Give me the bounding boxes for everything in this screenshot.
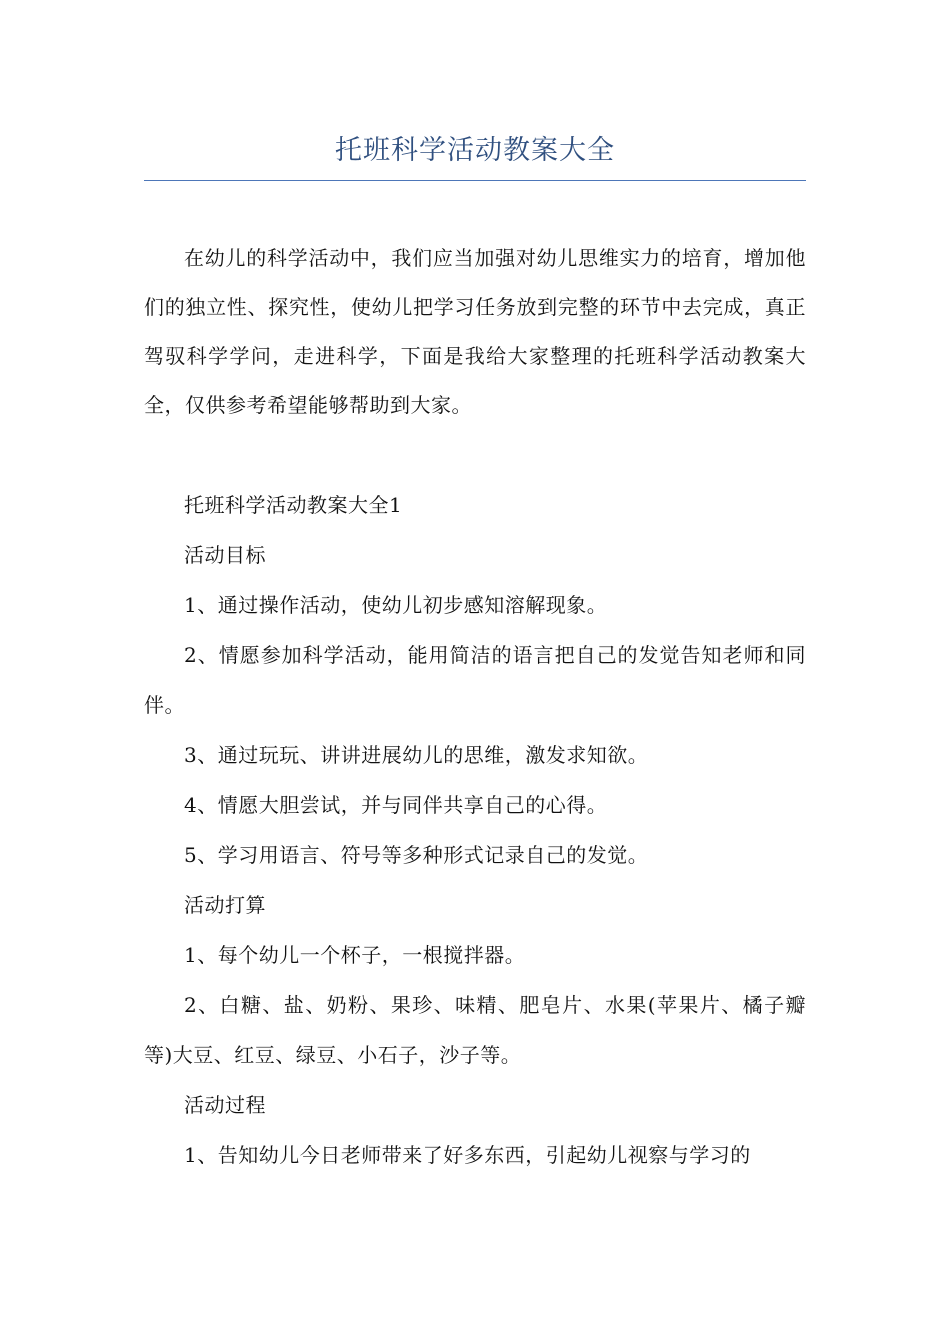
section-gap xyxy=(144,430,806,480)
goal-item-5: 5、学习用语言、符号等多种形式记录自己的发觉。 xyxy=(184,843,649,867)
subheading-goals: 活动目标 xyxy=(184,543,266,567)
subheading-preparation: 活动打算 xyxy=(184,893,266,917)
document-title: 托班科学活动教案大全 xyxy=(335,135,615,166)
process-item-1: 1、告知幼儿今日老师带来了好多东西，引起幼儿视察与学习的 xyxy=(184,1143,751,1167)
goal-item-1: 1、通过操作活动，使幼儿初步感知溶解现象。 xyxy=(184,593,608,617)
preparation-item-1: 1、每个幼儿一个杯子，一根搅拌器。 xyxy=(184,943,526,967)
section-heading: 托班科学活动教案大全1 xyxy=(184,493,403,517)
title-underline xyxy=(144,180,806,181)
intro-paragraph: 在幼儿的科学活动中，我们应当加强对幼儿思维实力的培育，增加他们的独立性、探究性，使幼儿把学习任务放到完整的环节中去完成，真正驾驭科学学问，走进科学，下面是我给大家整理的托班科学活动教案大全，仅供参考希望能够帮助到大家。 xyxy=(144,246,806,417)
goal-item-4: 4、情愿大胆尝试，并与同伴共享自己的心得。 xyxy=(184,793,608,817)
goal-item-2: 2、情愿参加科学活动，能用简洁的语言把自己的发觉告知老师和同伴。 xyxy=(144,643,806,717)
subheading-process: 活动过程 xyxy=(184,1093,266,1117)
preparation-item-2: 2、白糖、盐、奶粉、果珍、味精、肥皂片、水果(苹果片、橘子瓣等)大豆、红豆、绿豆、小石子，沙子等。 xyxy=(144,993,806,1067)
document-body xyxy=(144,234,806,1180)
goal-item-3: 3、通过玩玩、讲讲进展幼儿的思维，激发求知欲。 xyxy=(184,743,649,767)
